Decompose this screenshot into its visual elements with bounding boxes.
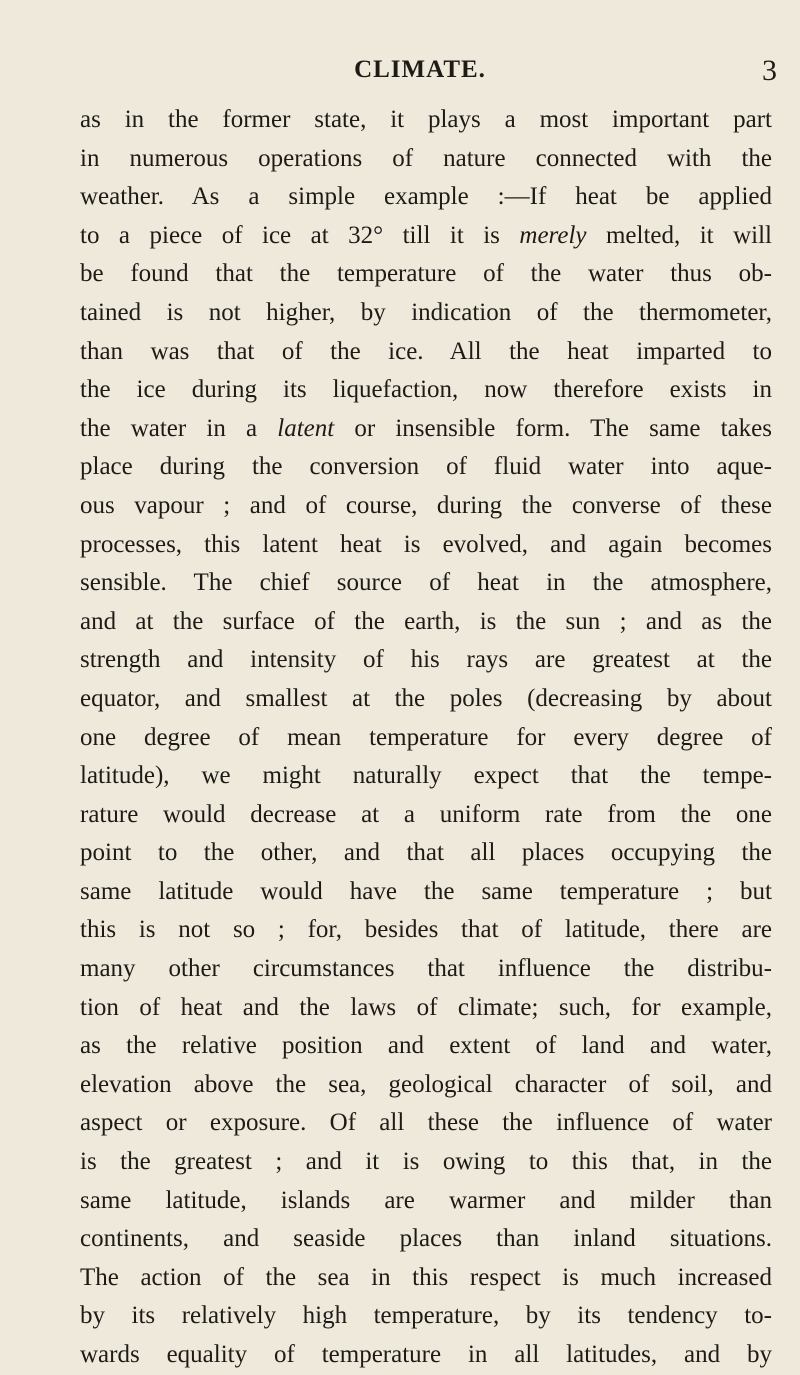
- text-line: rature would decrease at a uniform rate from the one: [80, 800, 772, 828]
- text-line: be found that the temperature of the water thus ob-: [80, 260, 772, 288]
- text-segment: to a piece of ice at 32° till it is: [80, 221, 520, 249]
- text-line: and at the surface of the earth, is the sun ; and as the: [80, 607, 772, 635]
- page-number: 3: [762, 54, 777, 87]
- text-line: wards equality of temperature in all latitudes, and by: [80, 1341, 772, 1368]
- text-line: tion of heat and the laws of climate; such, for example,: [80, 993, 772, 1021]
- text-line: many other circumstances that influence the distribu-: [80, 955, 772, 983]
- text-line: as in the former state, it plays a most important part: [80, 106, 772, 133]
- running-title: CLIMATE.: [354, 56, 486, 83]
- text-line: is the greatest ; and it is owing to this that, in the: [80, 1148, 772, 1176]
- text-line: point to the other, and that all places occupying the: [80, 839, 772, 867]
- text-line: tained is not higher, by indication of the thermometer,: [80, 298, 772, 326]
- text-segment: melted, it will: [586, 221, 772, 249]
- italic-word: merely: [519, 221, 587, 249]
- text-line: by its relatively high temperature, by its tendency to-: [80, 1302, 772, 1330]
- text-line: strength and intensity of his rays are greatest at the: [80, 646, 772, 674]
- running-header: [60, 50, 780, 90]
- italic-word: latent: [277, 414, 335, 442]
- text-line: same latitude would have the same temperature ; but: [80, 877, 772, 905]
- text-line: same latitude, islands are warmer and milder than: [80, 1186, 772, 1214]
- text-line: latitude), we might naturally expect that the tempe-: [80, 762, 772, 790]
- text-line: than was that of the ice. All the heat imparted to: [80, 337, 772, 365]
- text-line: continents, and seaside places than inland situations.: [80, 1225, 772, 1253]
- text-line: the ice during its liquefaction, now therefore exists in: [80, 376, 772, 404]
- text-line: The action of the sea in this respect is much increased: [80, 1263, 772, 1291]
- text-line: sensible. The chief source of heat in the atmosphere,: [80, 569, 772, 597]
- text-line: ous vapour ; and of course, during the converse of these: [80, 491, 772, 519]
- body-paragraph: [80, 101, 772, 1375]
- text-line: weather. As a simple example :—If heat be applied: [80, 183, 772, 211]
- text-line: processes, this latent heat is evolved, and again becomes: [80, 530, 772, 558]
- text-line: one degree of mean temperature for every degree of: [80, 723, 772, 751]
- text-line: this is not so ; for, besides that of latitude, there are: [80, 916, 772, 944]
- text-line: [80, 217, 772, 256]
- text-segment: the water in a: [80, 414, 278, 442]
- text-line: elevation above the sea, geological character of soil, and: [80, 1070, 772, 1098]
- text-line: aspect or exposure. Of all these the influence of water: [80, 1109, 772, 1137]
- text-line: equator, and smallest at the poles (decreasing by about: [80, 684, 772, 712]
- text-line: [80, 410, 772, 449]
- text-line: as the relative position and extent of land and water,: [80, 1032, 772, 1060]
- text-line: place during the conversion of fluid water into aque-: [80, 453, 772, 481]
- text-segment: or insensible form. The same takes: [334, 414, 772, 442]
- text-line: in numerous operations of nature connected with the: [80, 144, 772, 172]
